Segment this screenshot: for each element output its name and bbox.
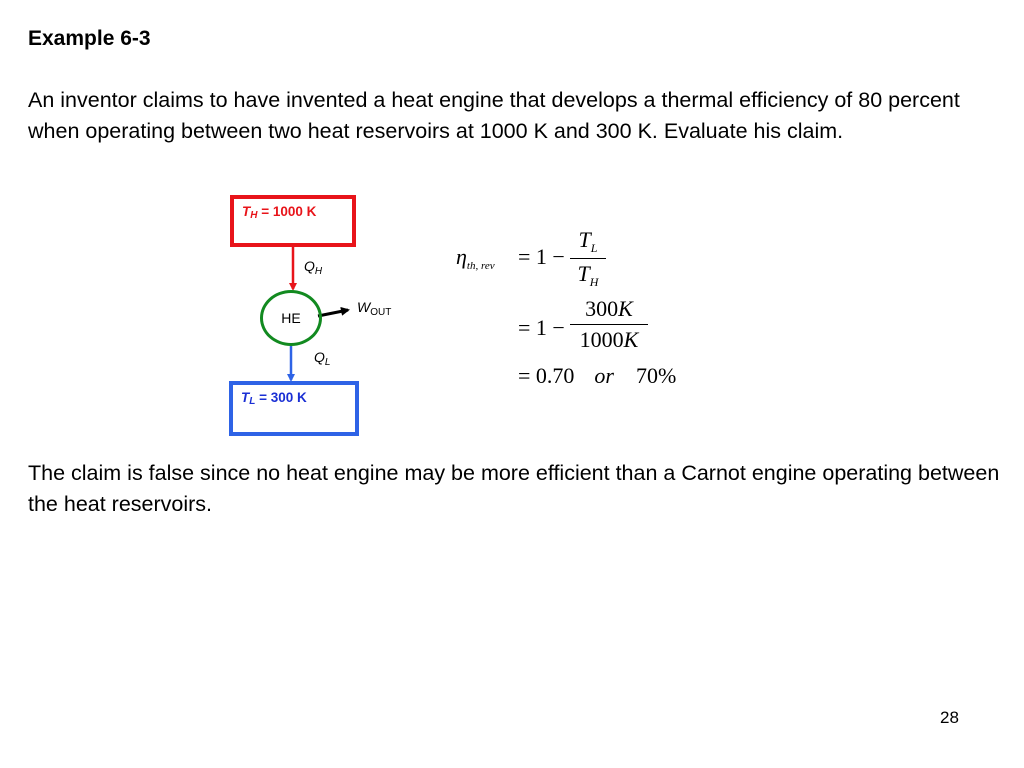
result-line [518,363,676,389]
line1-prefix: = 1 − [518,244,565,269]
work-out-arrow [318,310,348,316]
result-value: = 0.70 [518,363,575,388]
hot-reservoir-value: = 1000 K [257,204,317,219]
line1-num-symbol: T [578,227,591,252]
efficiency-lhs [456,244,495,272]
page-number: 28 [940,708,959,727]
cold-reservoir-subscript: L [249,396,256,407]
line1-fraction [570,227,606,290]
line2-num-unit: K [618,296,633,321]
line1-num-subscript: L [590,241,598,255]
line2-fraction [570,296,648,353]
work-out-subscript: OUT [370,307,392,318]
slide-title: Example 6-3 [28,27,151,50]
line1-den-subscript: H [589,275,599,289]
work-out-label [357,299,391,318]
heat-in-symbol: Q [304,258,315,274]
hot-reservoir-subscript: H [250,210,258,221]
result-percent: 70% [635,363,677,388]
line1-denominator [570,259,606,290]
cold-reservoir-symbol: T [241,390,250,405]
conclusion-statement: The claim is false since no heat engine may be more efficient than a Carnot engine operating between the heat reservoirs. [28,461,1000,516]
heat-engine-circle [260,290,322,346]
heat-out-subscript: L [324,357,331,368]
line2-numerator [570,296,648,325]
heat-in-subscript: H [314,266,323,277]
heat-out-label [314,349,330,368]
line2-prefix: = 1 − [518,315,565,340]
result-or: or [594,363,614,388]
line2-num-value: 300 [585,296,619,321]
work-out-symbol: W [357,299,371,315]
heat-out-symbol: Q [314,349,325,365]
cold-reservoir-value: = 300 K [255,390,307,405]
eta-subscript: th, rev [466,260,495,272]
eta-symbol: η [456,244,467,269]
line1-den-symbol: T [577,261,590,286]
line2-denominator [570,325,648,353]
problem-statement: An inventor claims to have invented a heat engine that develops a thermal efficiency of 80 percent when operating between two heat reservoirs at 1000 K and 300 K. Evaluate his claim. [28,88,960,143]
line2-den-unit: K [623,327,639,352]
hot-reservoir-symbol: T [242,204,251,219]
line1-numerator [570,227,606,259]
line2-den-value: 1000 [579,327,624,352]
heat-in-label [304,258,322,277]
cold-reservoir-box [229,381,359,436]
cold-reservoir-label [241,390,307,407]
heat-engine-label: HE [281,310,301,326]
